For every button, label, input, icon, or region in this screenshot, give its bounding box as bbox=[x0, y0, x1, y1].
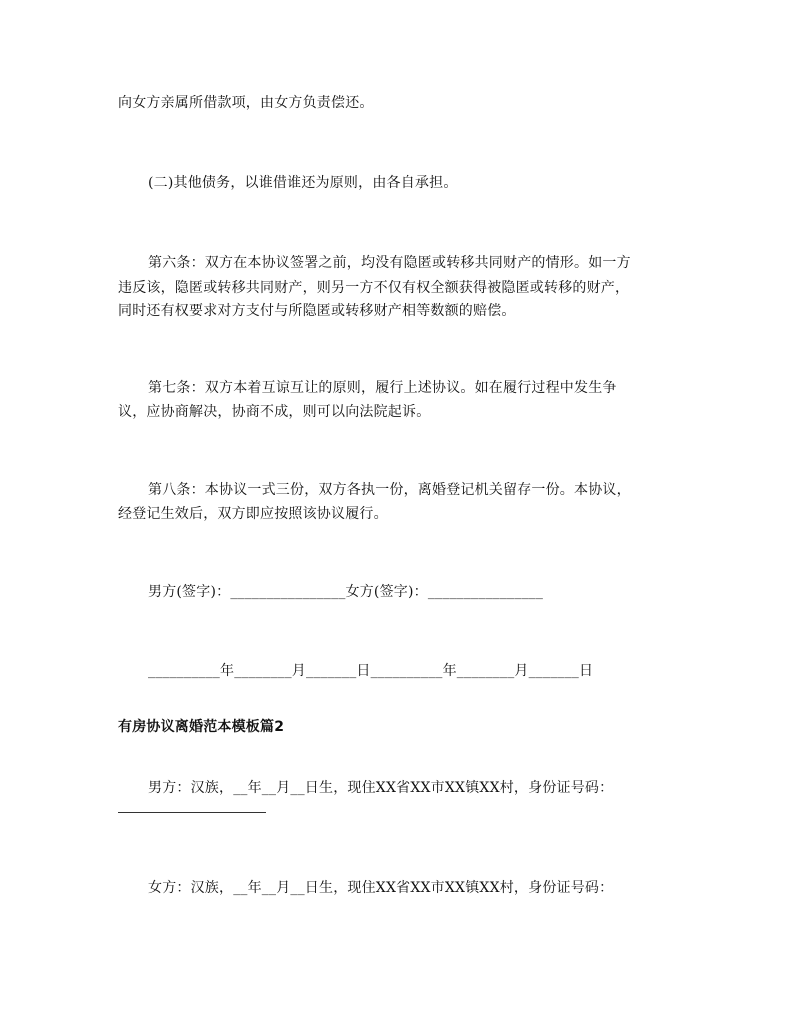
woman-info-line: 女方：汉族，__年__月__日生，现住XX省XX市XX镇XX村，身份证号码： bbox=[148, 880, 614, 896]
section-title: 有房协议离婚范本模板篇2 bbox=[118, 719, 285, 735]
id-number-blank-line bbox=[118, 812, 266, 813]
man-info-line: 男方：汉族，__年__月__日生，现住XX省XX市XX镇XX村，身份证号码： bbox=[148, 780, 614, 796]
article-six-line-3: 同时还有权要求对方支付与所隐匿或转移财产相等数额的赔偿。 bbox=[118, 303, 516, 319]
article-seven-line-1: 第七条：双方本着互谅互让的原则，履行上述协议。如在履行过程中发生争 bbox=[148, 380, 617, 396]
signature-line: 男方(签字)：________________女方(签字)：________________ bbox=[148, 584, 544, 600]
date-line: __________年________月_______日__________年________月_______日 bbox=[148, 663, 594, 679]
article-six-line-2: 违反该，隐匿或转移共同财产，则另一方不仅有权全额获得被隐匿或转移的财产， bbox=[118, 280, 630, 296]
article-six-line-1: 第六条：双方在本协议签署之前，均没有隐匿或转移共同财产的情形。如一方 bbox=[148, 255, 631, 271]
article-eight-line-1: 第八条：本协议一式三份，双方各执一份，离婚登记机关留存一份。本协议， bbox=[148, 482, 631, 498]
article-eight-line-2: 经登记生效后，双方即应按照该协议履行。 bbox=[118, 506, 388, 522]
paragraph-debt-repayment: 向女方亲属所借款项，由女方负责偿还。 bbox=[118, 95, 374, 111]
paragraph-other-debts: (二)其他债务，以谁借谁还为原则，由各自承担。 bbox=[148, 175, 458, 191]
article-seven-line-2: 议，应协商解决，协商不成，则可以向法院起诉。 bbox=[118, 404, 431, 420]
